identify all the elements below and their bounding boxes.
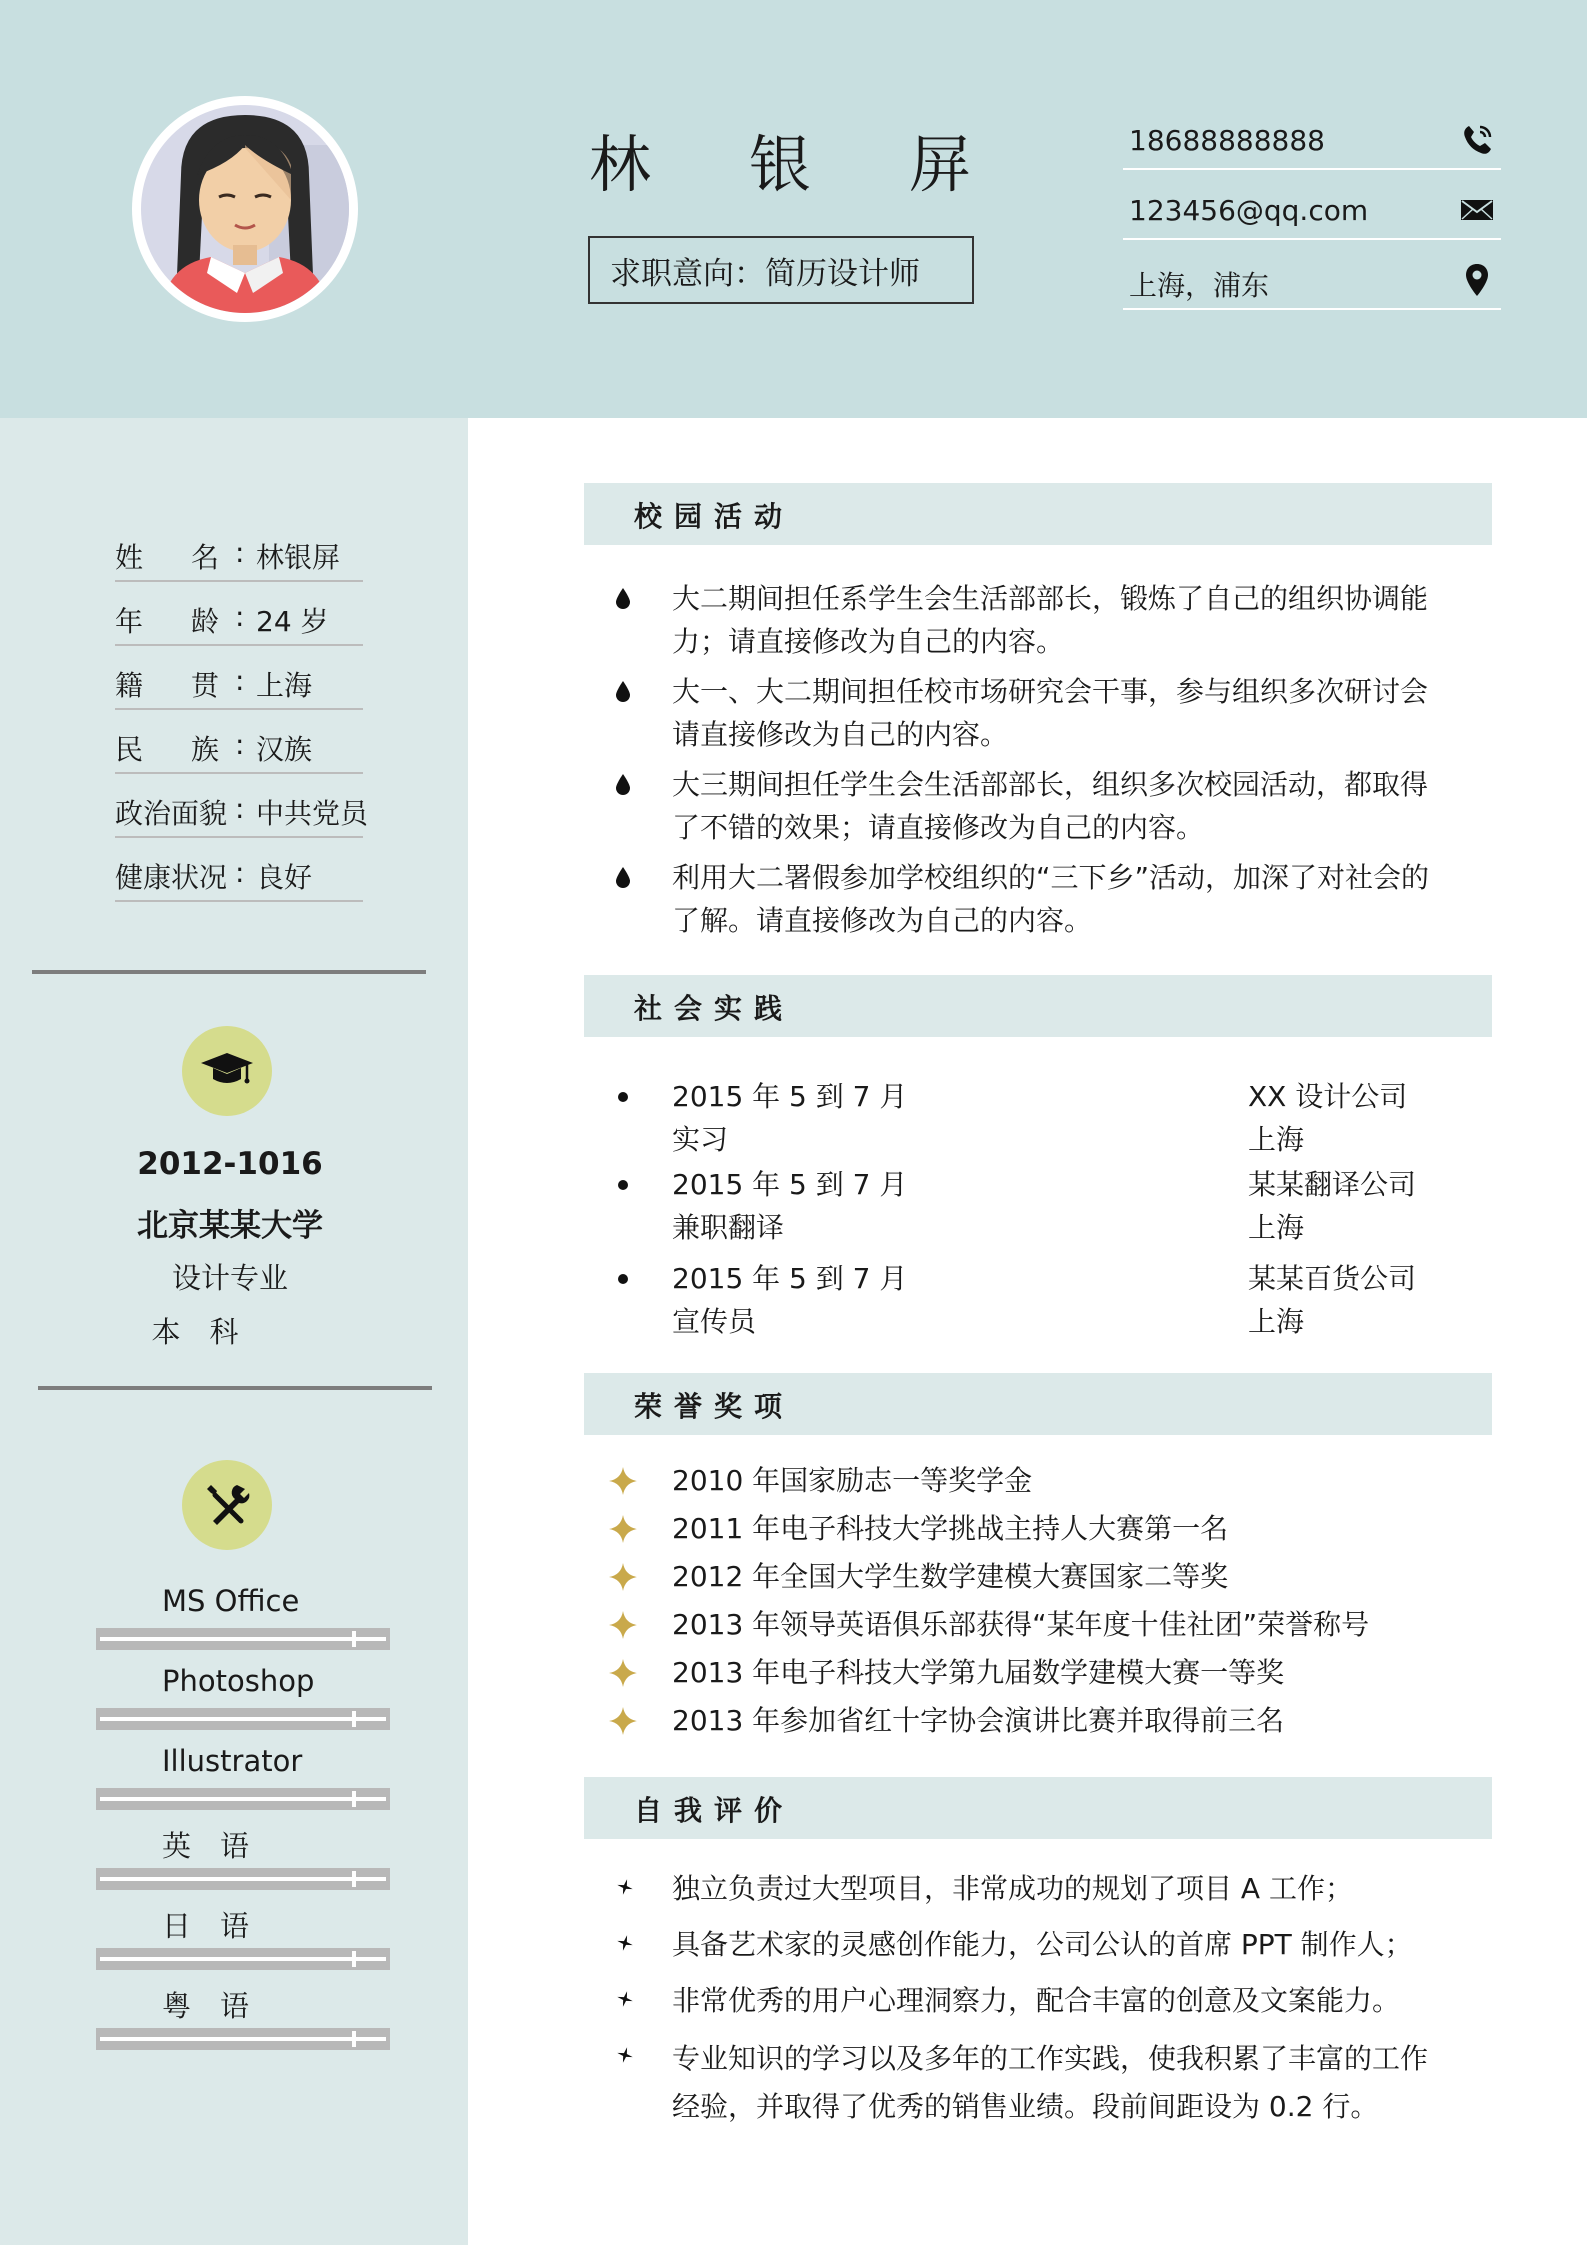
info-colon: : xyxy=(235,792,245,825)
section-title: 社会实践 xyxy=(634,992,795,1025)
asterisk-bullet-icon xyxy=(616,2046,634,2064)
section-title: 自我评价 xyxy=(634,1794,795,1827)
section-header-practice xyxy=(584,975,1492,1037)
job-intent-text: 求职意向：简历设计师 xyxy=(610,255,920,292)
skill-name: Illustrator xyxy=(162,1744,303,1778)
name-char: 屏 xyxy=(908,128,971,201)
envelope-icon xyxy=(1459,192,1495,228)
section-title: 校园活动 xyxy=(634,500,795,533)
name-char: 银 xyxy=(748,128,811,201)
drop-bullet-icon xyxy=(614,679,632,703)
info-row-politics xyxy=(115,776,369,838)
avatar-illustration xyxy=(141,105,349,313)
info-label: 民族 xyxy=(115,733,219,766)
skill-level-knob xyxy=(352,2031,356,2047)
star-bullet-icon xyxy=(608,1514,638,1544)
practice-role: 兼职翻译 xyxy=(672,1211,785,1244)
info-label: 籍贯 xyxy=(115,669,219,702)
contact-phone-row xyxy=(1123,108,1501,170)
education-major: 设计专业 xyxy=(171,1261,288,1295)
info-row-health xyxy=(115,840,363,902)
phone-text[interactable]: 18688888888 xyxy=(1129,124,1325,157)
star-bullet-icon xyxy=(608,1466,638,1496)
practice-date: 2015 年 5 到 7 月 xyxy=(672,1168,908,1201)
skills-icon-circle xyxy=(182,1460,272,1550)
info-value: 24 岁 xyxy=(256,605,329,638)
star-bullet-icon xyxy=(608,1610,638,1640)
practice-date: 2015 年 5 到 7 月 xyxy=(672,1080,908,1113)
info-row-age xyxy=(115,584,363,646)
info-value: 林银屏 xyxy=(256,541,341,574)
practice-city: 上海 xyxy=(1248,1305,1305,1338)
campus-item: 大二期间担任系学生会生活部部长，锻炼了自己的组织协调能力；请直接修改为自己的内容。 xyxy=(672,582,1429,658)
skill-level-knob xyxy=(352,1791,356,1807)
education-period: 2012-1016 xyxy=(137,1146,323,1182)
honor-item: 2012 年全国大学生数学建模大赛国家二等奖 xyxy=(672,1560,1229,1593)
section-title: 荣誉奖项 xyxy=(634,1390,795,1423)
skill-level-knob xyxy=(352,1711,356,1727)
info-colon: : xyxy=(235,856,245,889)
skill-bar xyxy=(96,1868,390,1890)
name-char: 林 xyxy=(588,128,651,201)
campus-item: 大三期间担任学生会生活部部长，组织多次校园活动，都取得了不错的效果；请直接修改为自己的内容。 xyxy=(672,768,1429,844)
tools-icon xyxy=(197,1475,257,1535)
honor-item: 2013 年电子科技大学第九届数学建模大赛一等奖 xyxy=(672,1656,1285,1689)
self-eval-item: 专业知识的学习以及多年的工作实践，使我积累了丰富的工作经验，并取得了优秀的销售业绩。段前间距设为 0.2 行。 xyxy=(672,2042,1429,2123)
skill-bar xyxy=(96,2028,390,2050)
info-value: 中共党员 xyxy=(256,797,369,830)
info-row-origin xyxy=(115,648,363,710)
practice-company: 某某翻译公司 xyxy=(1248,1168,1417,1201)
honor-item: 2013 年领导英语俱乐部获得“某年度十佳社团”荣誉称号 xyxy=(672,1608,1370,1641)
skill-level-knob xyxy=(352,1871,356,1887)
skill-name: MS Office xyxy=(162,1584,300,1618)
job-intent-box xyxy=(588,236,974,304)
honor-item: 2011 年电子科技大学挑战主持人大赛第一名 xyxy=(672,1512,1229,1545)
info-label: 姓名 xyxy=(115,541,219,574)
honor-item: 2013 年参加省红十字协会演讲比赛并取得前三名 xyxy=(672,1704,1285,1737)
section-header-honors xyxy=(584,1373,1492,1435)
campus-item: 大一、大二期间担任校市场研究会干事，参与组织多次研讨会请直接修改为自己的内容。 xyxy=(672,675,1429,751)
info-value: 上海 xyxy=(256,669,313,702)
practice-role: 实习 xyxy=(672,1123,729,1156)
sidebar-divider xyxy=(32,970,426,974)
section-header-campus xyxy=(584,483,1492,545)
drop-bullet-icon xyxy=(614,865,632,889)
dot-bullet-icon xyxy=(616,1272,630,1286)
skill-bar xyxy=(96,1628,390,1650)
contact-address-row xyxy=(1123,248,1501,310)
info-label: 政治面貌 xyxy=(115,797,228,830)
skill-name: 日 语 xyxy=(162,1909,250,1943)
education-icon-circle xyxy=(182,1026,272,1116)
info-label: 健康状况 xyxy=(115,861,228,894)
info-label: 年龄 xyxy=(115,605,219,638)
skill-bar xyxy=(96,1948,390,1970)
info-colon: : xyxy=(235,664,245,697)
graduation-cap-icon xyxy=(197,1041,257,1101)
info-colon: : xyxy=(235,536,245,569)
avatar xyxy=(132,96,358,322)
practice-role: 宣传员 xyxy=(672,1305,757,1338)
star-bullet-icon xyxy=(608,1562,638,1592)
info-value: 良好 xyxy=(256,861,313,894)
skill-level-knob xyxy=(352,1951,356,1967)
self-eval-item: 具备艺术家的灵感创作能力，公司公认的首席 PPT 制作人； xyxy=(672,1928,1413,1961)
drop-bullet-icon xyxy=(614,772,632,796)
email-text[interactable]: 123456@qq.com xyxy=(1129,194,1369,227)
star-bullet-icon xyxy=(608,1706,638,1736)
star-bullet-icon xyxy=(608,1658,638,1688)
info-colon: : xyxy=(235,600,245,633)
asterisk-bullet-icon xyxy=(616,1878,634,1896)
sidebar-divider xyxy=(38,1386,432,1390)
info-row-ethnicity xyxy=(115,712,363,774)
education-school: 北京某某大学 xyxy=(137,1208,323,1244)
phone-icon xyxy=(1459,122,1495,158)
section-header-self-evaluation xyxy=(584,1777,1492,1839)
skill-name: 英 语 xyxy=(162,1829,250,1863)
education-degree: 本 科 xyxy=(151,1315,239,1349)
asterisk-bullet-icon xyxy=(616,1990,634,2008)
practice-city: 上海 xyxy=(1248,1123,1305,1156)
info-colon: : xyxy=(235,728,245,761)
skill-name: Photoshop xyxy=(162,1664,315,1698)
info-value: 汉族 xyxy=(256,733,313,766)
skill-bar xyxy=(96,1708,390,1730)
practice-city: 上海 xyxy=(1248,1211,1305,1244)
contact-email-row xyxy=(1123,178,1501,240)
dot-bullet-icon xyxy=(616,1090,630,1104)
practice-date: 2015 年 5 到 7 月 xyxy=(672,1262,908,1295)
practice-company: XX 设计公司 xyxy=(1248,1080,1408,1113)
campus-item: 利用大二署假参加学校组织的“三下乡”活动，加深了对社会的了解。请直接修改为自己的内容。 xyxy=(672,861,1430,937)
info-row-name xyxy=(115,520,363,582)
candidate-name xyxy=(580,120,980,210)
practice-company: 某某百货公司 xyxy=(1248,1262,1417,1295)
dot-bullet-icon xyxy=(616,1178,630,1192)
skill-level-knob xyxy=(352,1631,356,1647)
skill-bar xyxy=(96,1788,390,1810)
location-pin-icon xyxy=(1459,262,1495,298)
honor-item: 2010 年国家励志一等奖学金 xyxy=(672,1464,1033,1497)
drop-bullet-icon xyxy=(614,586,632,610)
self-eval-item: 非常优秀的用户心理洞察力，配合丰富的创意及文案能力。 xyxy=(672,1984,1401,2017)
address-text: 上海，浦东 xyxy=(1129,269,1270,302)
skill-name: 粤 语 xyxy=(162,1989,250,2023)
asterisk-bullet-icon xyxy=(616,1934,634,1952)
self-eval-item: 独立负责过大型项目，非常成功的规划了项目 A 工作； xyxy=(672,1872,1353,1905)
